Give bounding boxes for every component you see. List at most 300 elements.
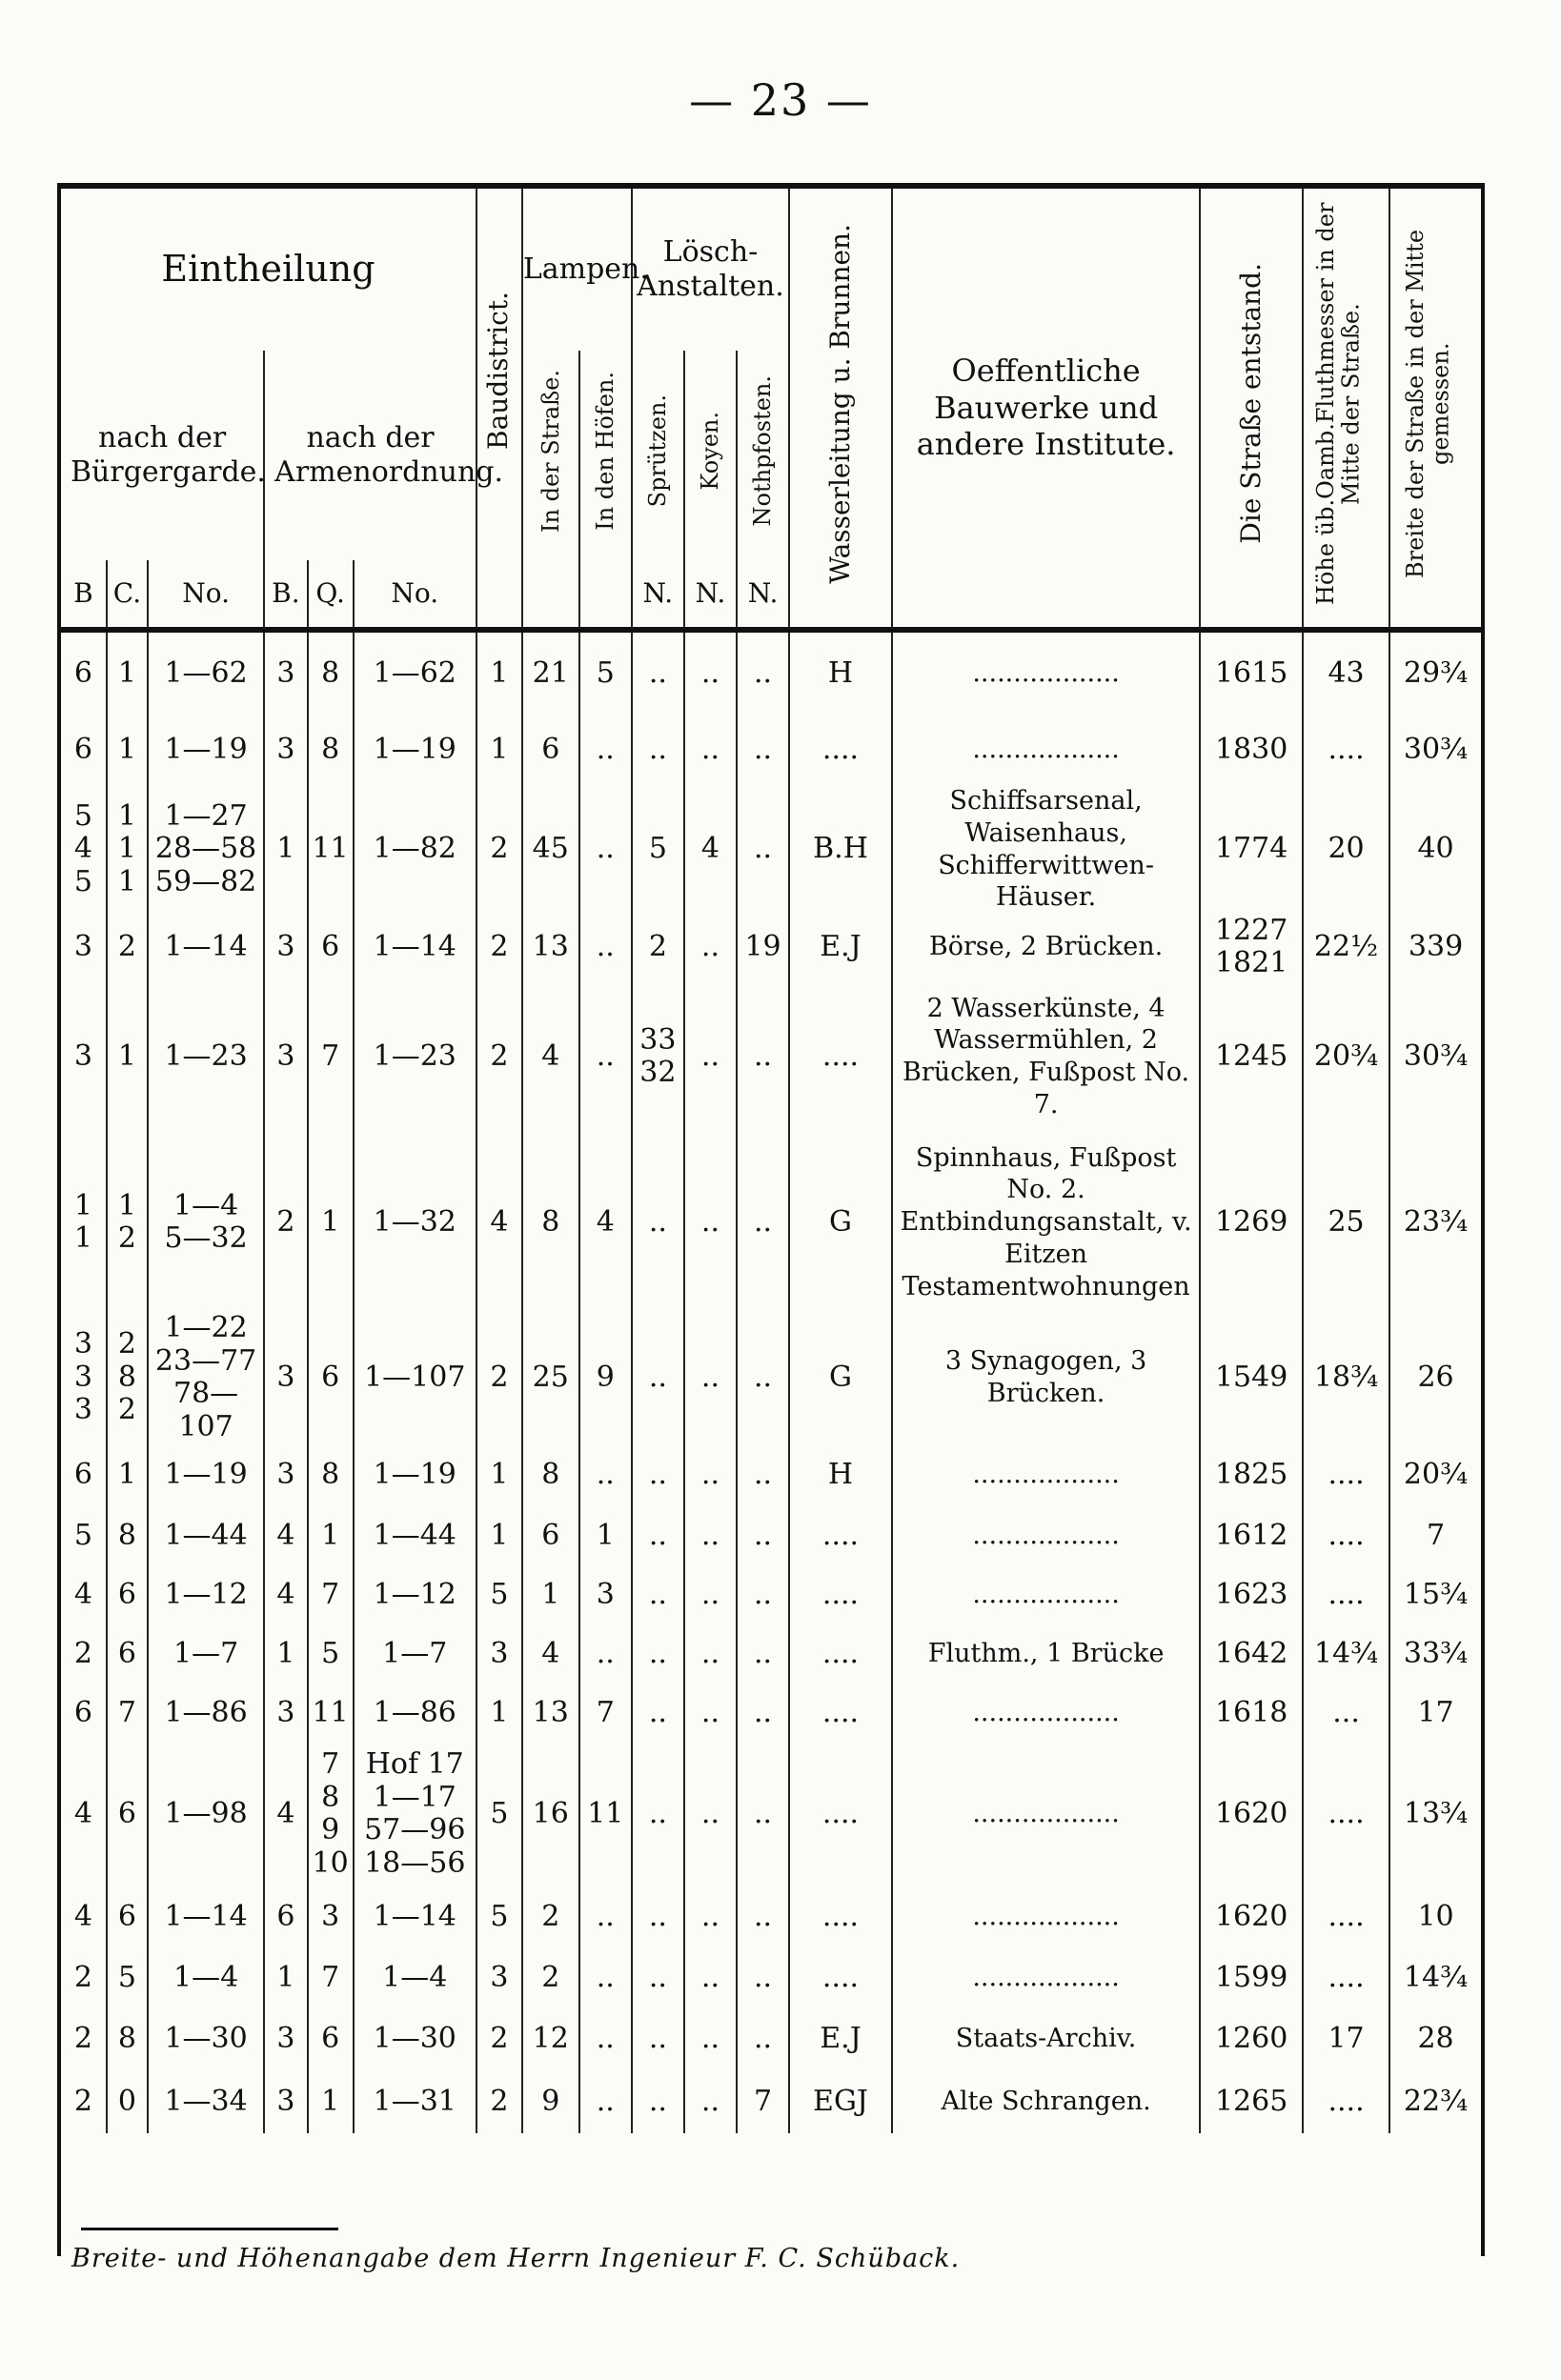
cell-lh: .. bbox=[579, 2007, 632, 2070]
cell-sp: .. bbox=[632, 1948, 684, 2007]
cell-inst: .................. bbox=[892, 715, 1200, 785]
cell-ent: 1260 bbox=[1200, 2007, 1303, 2070]
cell-no2: 1—107 bbox=[354, 1312, 476, 1443]
cell-h: 17 bbox=[1303, 2007, 1389, 2070]
cell-q: 8 bbox=[308, 715, 354, 785]
cell-b: 2 bbox=[73, 1960, 92, 1994]
cell-np: .. bbox=[737, 2007, 789, 2070]
cell-ko: .. bbox=[684, 1948, 737, 2007]
cell-lh: .. bbox=[579, 785, 632, 914]
cell-q: 6 bbox=[308, 2007, 354, 2070]
cell-c: 2 bbox=[107, 914, 148, 980]
cell-ls: 25 bbox=[522, 1312, 579, 1443]
cell-inst: .................. bbox=[892, 1743, 1200, 1886]
cell-ls: 16 bbox=[522, 1743, 579, 1886]
cell-bd: 1 bbox=[476, 1684, 522, 1743]
cell-no: 1—23 bbox=[148, 980, 264, 1133]
header-lampen: Lampen. bbox=[522, 189, 632, 351]
cell-no: 1—12 bbox=[148, 1565, 264, 1624]
cell-br: 13¾ bbox=[1389, 1743, 1481, 1886]
cell-sp: .. bbox=[632, 1743, 684, 1886]
cell-no: 1—98 bbox=[148, 1743, 264, 1886]
cell-no2: 1—62 bbox=[354, 630, 476, 715]
table-row bbox=[61, 1886, 1481, 1948]
cell-c: 6 bbox=[107, 1624, 148, 1684]
cell-c: 1 bbox=[107, 1443, 148, 1506]
cell-sp: .. bbox=[632, 1624, 684, 1684]
cell-ko: .. bbox=[684, 630, 737, 715]
cell-b2: 4 bbox=[264, 1506, 308, 1565]
table-row bbox=[61, 1624, 1481, 1684]
cell-ko: .. bbox=[684, 1624, 737, 1684]
cell-c: 2 8 2 bbox=[107, 1312, 148, 1443]
cell-b2: 6 bbox=[264, 1886, 308, 1948]
cell-no: 1—4 bbox=[148, 1948, 264, 2007]
cell-ent: 1774 bbox=[1200, 785, 1303, 914]
cell-sp: 33 32 bbox=[632, 980, 684, 1133]
cell-br: 26 bbox=[1389, 1312, 1481, 1443]
cell-bd: 2 bbox=[476, 980, 522, 1133]
cell-br: 29¾ bbox=[1389, 630, 1481, 715]
cell-wb: H bbox=[789, 1443, 892, 1506]
cell-b2: 4 bbox=[264, 1565, 308, 1624]
cell-br: 10 bbox=[1389, 1886, 1481, 1948]
cell-q: 6 bbox=[308, 914, 354, 980]
table-row bbox=[61, 2070, 1481, 2133]
cell-no2: 1—19 bbox=[354, 715, 476, 785]
cell-ko: .. bbox=[684, 2007, 737, 2070]
cell-c: 1 bbox=[107, 630, 148, 715]
table-row bbox=[61, 630, 1481, 715]
cell-no: 1—86 bbox=[148, 1684, 264, 1743]
cell-ls: 13 bbox=[522, 1684, 579, 1743]
cell-no: 1—44 bbox=[148, 1506, 264, 1565]
cell-h: .... bbox=[1303, 1948, 1389, 2007]
cell-br: 20¾ bbox=[1389, 1443, 1481, 1506]
cell-b2: 3 bbox=[264, 2007, 308, 2070]
cell-ent: 1642 bbox=[1200, 1624, 1303, 1684]
cell-q: 6 bbox=[308, 1312, 354, 1443]
header-in-der-strasse: In der Straße. bbox=[522, 351, 579, 560]
cell-bd: 2 bbox=[476, 2070, 522, 2133]
cell-h: 43 bbox=[1303, 630, 1389, 715]
cell-ent: 1245 bbox=[1200, 980, 1303, 1133]
street-ledger-table bbox=[61, 189, 1481, 2133]
cell-ent: 1612 bbox=[1200, 1506, 1303, 1565]
cell-bd: 5 bbox=[476, 1886, 522, 1948]
header-in-den-hoefen: In den Höfen. bbox=[579, 351, 632, 560]
cell-sp: .. bbox=[632, 1133, 684, 1312]
cell-np: .. bbox=[737, 1886, 789, 1948]
cell-q: 5 bbox=[308, 1624, 354, 1684]
cell-np: .. bbox=[737, 1506, 789, 1565]
cell-no2: 1—86 bbox=[354, 1684, 476, 1743]
cell-inst: Fluthm., 1 Brücke bbox=[892, 1624, 1200, 1684]
cell-lh: 11 bbox=[579, 1743, 632, 1886]
cell-no: 1—19 bbox=[148, 715, 264, 785]
col-n2: N. bbox=[684, 560, 737, 630]
cell-b2: 3 bbox=[264, 1443, 308, 1506]
cell-wb: .... bbox=[789, 1624, 892, 1684]
cell-wb: .... bbox=[789, 715, 892, 785]
cell-ent: 1618 bbox=[1200, 1684, 1303, 1743]
cell-b: 6 bbox=[73, 732, 92, 766]
cell-lh: .. bbox=[579, 1948, 632, 2007]
col-c: C. bbox=[107, 560, 148, 630]
cell-sp: .. bbox=[632, 2070, 684, 2133]
cell-ent: 1599 bbox=[1200, 1948, 1303, 2007]
cell-wb: E.J bbox=[789, 2007, 892, 2070]
cell-bd: 5 bbox=[476, 1565, 522, 1624]
table-row bbox=[61, 2007, 1481, 2070]
table-row bbox=[61, 785, 1481, 914]
col-b2: B. bbox=[264, 560, 308, 630]
cell-b: 4 bbox=[73, 1796, 92, 1830]
header-wasserleitung: Wasserleitung u. Brunnen. bbox=[789, 189, 892, 630]
cell-lh: 9 bbox=[579, 1312, 632, 1443]
cell-br: 14¾ bbox=[1389, 1948, 1481, 2007]
cell-q: 7 bbox=[308, 1565, 354, 1624]
cell-ls: 2 bbox=[522, 1948, 579, 2007]
cell-ent: 1620 bbox=[1200, 1743, 1303, 1886]
col-no2: No. bbox=[354, 560, 476, 630]
cell-wb: .... bbox=[789, 1743, 892, 1886]
cell-h: .... bbox=[1303, 1565, 1389, 1624]
cell-q: 7 8 9 10 bbox=[308, 1743, 354, 1886]
cell-ls: 12 bbox=[522, 2007, 579, 2070]
cell-ent: 1825 bbox=[1200, 1443, 1303, 1506]
cell-b2: 4 bbox=[264, 1743, 308, 1886]
col-q: Q. bbox=[308, 560, 354, 630]
cell-no: 1—4 5—32 bbox=[148, 1133, 264, 1312]
cell-sp: .. bbox=[632, 715, 684, 785]
cell-b: 5 bbox=[73, 1518, 92, 1552]
cell-no2: 1—32 bbox=[354, 1133, 476, 1312]
cell-c: 1 bbox=[107, 980, 148, 1133]
cell-no2: Hof 17 1—17 57—96 18—56 bbox=[354, 1743, 476, 1886]
cell-br: 17 bbox=[1389, 1684, 1481, 1743]
ledger-sheet bbox=[57, 183, 1485, 2256]
cell-q: 7 bbox=[308, 980, 354, 1133]
cell-np: .. bbox=[737, 1312, 789, 1443]
header-baudistrict: Baudistrict. bbox=[476, 189, 522, 560]
cell-b2: 1 bbox=[264, 1624, 308, 1684]
cell-c: 8 bbox=[107, 2007, 148, 2070]
cell-h: .... bbox=[1303, 1506, 1389, 1565]
cell-c: 8 bbox=[107, 1506, 148, 1565]
cell-c: 1 1 1 bbox=[107, 785, 148, 914]
cell-ko: .. bbox=[684, 1886, 737, 1948]
cell-ko: .. bbox=[684, 980, 737, 1133]
cell-no2: 1—14 bbox=[354, 1886, 476, 1948]
cell-inst: .................. bbox=[892, 1506, 1200, 1565]
cell-no: 1—22 23—77 78—107 bbox=[148, 1312, 264, 1443]
cell-inst: Spinnhaus, Fußpost No. 2. Entbindungsanstalt, v. Eitzen Testamentwohnungen bbox=[892, 1133, 1200, 1312]
cell-wb: .... bbox=[789, 1565, 892, 1624]
cell-ko: .. bbox=[684, 1443, 737, 1506]
cell-b: 6 bbox=[73, 656, 92, 690]
cell-ent: 1269 bbox=[1200, 1133, 1303, 1312]
cell-sp: .. bbox=[632, 1565, 684, 1624]
col-n3: N. bbox=[737, 560, 789, 630]
cell-sp: .. bbox=[632, 1443, 684, 1506]
cell-c: 7 bbox=[107, 1684, 148, 1743]
cell-lh: 7 bbox=[579, 1684, 632, 1743]
header-breite: Breite der Straße in der Mitte gemessen. bbox=[1389, 189, 1481, 630]
cell-no2: 1—30 bbox=[354, 2007, 476, 2070]
cell-inst: .................. bbox=[892, 1443, 1200, 1506]
cell-inst: Alte Schrangen. bbox=[892, 2070, 1200, 2133]
cell-wb: G bbox=[789, 1133, 892, 1312]
cell-sp: .. bbox=[632, 1506, 684, 1565]
cell-bd: 2 bbox=[476, 2007, 522, 2070]
header-loesch-anstalten: Lösch-Anstalten. bbox=[632, 189, 789, 351]
cell-no2: 1—4 bbox=[354, 1948, 476, 2007]
cell-b: 2 bbox=[73, 1636, 92, 1670]
cell-ent: 1227 1821 bbox=[1200, 914, 1303, 980]
cell-c: 5 bbox=[107, 1948, 148, 2007]
cell-lh: .. bbox=[579, 914, 632, 980]
col-lamp-blank-2 bbox=[579, 560, 632, 630]
header-buergergarde: nach der Bürgergarde. bbox=[71, 421, 266, 489]
cell-b2: 3 bbox=[264, 980, 308, 1133]
col-no: No. bbox=[148, 560, 264, 630]
cell-no: 1—7 bbox=[148, 1624, 264, 1684]
cell-ls: 8 bbox=[522, 1443, 579, 1506]
cell-c: 1 bbox=[107, 715, 148, 785]
cell-bd: 2 bbox=[476, 1312, 522, 1443]
cell-h: ... bbox=[1303, 1684, 1389, 1743]
cell-wb: E.J bbox=[789, 914, 892, 980]
cell-lh: .. bbox=[579, 1624, 632, 1684]
cell-wb: G bbox=[789, 1312, 892, 1443]
cell-h: 25 bbox=[1303, 1133, 1389, 1312]
cell-inst: .................. bbox=[892, 1948, 1200, 2007]
cell-lh: 1 bbox=[579, 1506, 632, 1565]
cell-sp: .. bbox=[632, 1684, 684, 1743]
cell-wb: .... bbox=[789, 1684, 892, 1743]
table-row bbox=[61, 1312, 1481, 1443]
cell-bd: 3 bbox=[476, 1948, 522, 2007]
cell-np: 19 bbox=[737, 914, 789, 980]
cell-c: 6 bbox=[107, 1743, 148, 1886]
cell-no2: 1—14 bbox=[354, 914, 476, 980]
cell-inst: .................. bbox=[892, 1565, 1200, 1624]
cell-ko: .. bbox=[684, 1684, 737, 1743]
cell-b: 3 bbox=[73, 929, 92, 963]
col-n1: N. bbox=[632, 560, 684, 630]
cell-ls: 13 bbox=[522, 914, 579, 980]
cell-b2: 3 bbox=[264, 914, 308, 980]
cell-no: 1—14 bbox=[148, 1886, 264, 1948]
cell-sp: .. bbox=[632, 2007, 684, 2070]
cell-no2: 1—31 bbox=[354, 2070, 476, 2133]
cell-q: 7 bbox=[308, 1948, 354, 2007]
cell-np: .. bbox=[737, 1565, 789, 1624]
header-armenordnung: nach der Armenordnung. bbox=[264, 351, 476, 560]
cell-wb: EGJ bbox=[789, 2070, 892, 2133]
cell-np: .. bbox=[737, 630, 789, 715]
cell-bd: 4 bbox=[476, 1133, 522, 1312]
cell-b: 3 bbox=[73, 1039, 92, 1073]
cell-br: 7 bbox=[1389, 1506, 1481, 1565]
cell-sp: 5 bbox=[632, 785, 684, 914]
cell-h: .... bbox=[1303, 1443, 1389, 1506]
cell-br: 28 bbox=[1389, 2007, 1481, 2070]
cell-inst: Staats-Archiv. bbox=[892, 2007, 1200, 2070]
cell-b2: 3 bbox=[264, 715, 308, 785]
cell-no2: 1—12 bbox=[354, 1565, 476, 1624]
footnote-rule bbox=[81, 2228, 338, 2230]
cell-ls: 8 bbox=[522, 1133, 579, 1312]
table-row bbox=[61, 1443, 1481, 1506]
cell-br: 33¾ bbox=[1389, 1624, 1481, 1684]
cell-q: 1 bbox=[308, 1506, 354, 1565]
cell-h: 20 bbox=[1303, 785, 1389, 914]
cell-np: .. bbox=[737, 1133, 789, 1312]
cell-bd: 1 bbox=[476, 1506, 522, 1565]
cell-ls: 6 bbox=[522, 1506, 579, 1565]
cell-no2: 1—7 bbox=[354, 1624, 476, 1684]
cell-q: 11 bbox=[308, 785, 354, 914]
cell-no: 1—27 28—58 59—82 bbox=[148, 785, 264, 914]
header-bauwerke: Oeffentliche Bauwerke und andere Institute. bbox=[892, 189, 1200, 630]
header-hoehe: Höhe üb.Oamb.Fluthmesser in der Mitte der Straße. bbox=[1303, 189, 1389, 630]
cell-h: 14¾ bbox=[1303, 1624, 1389, 1684]
cell-b2: 3 bbox=[264, 630, 308, 715]
cell-no2: 1—19 bbox=[354, 1443, 476, 1506]
table-row bbox=[61, 1133, 1481, 1312]
cell-b2: 1 bbox=[264, 1948, 308, 2007]
cell-b: 6 bbox=[73, 1695, 92, 1729]
table-row bbox=[61, 1948, 1481, 2007]
cell-no: 1—62 bbox=[148, 630, 264, 715]
cell-lh: .. bbox=[579, 980, 632, 1133]
table-row bbox=[61, 715, 1481, 785]
cell-br: 22¾ bbox=[1389, 2070, 1481, 2133]
cell-inst: 3 Synagogen, 3 Brücken. bbox=[892, 1312, 1200, 1443]
cell-np: 7 bbox=[737, 2070, 789, 2133]
cell-h: .... bbox=[1303, 715, 1389, 785]
cell-no: 1—30 bbox=[148, 2007, 264, 2070]
cell-ls: 2 bbox=[522, 1886, 579, 1948]
cell-no: 1—19 bbox=[148, 1443, 264, 1506]
cell-b2: 3 bbox=[264, 1684, 308, 1743]
cell-h: .... bbox=[1303, 1886, 1389, 1948]
cell-br: 339 bbox=[1389, 914, 1481, 980]
cell-h: .... bbox=[1303, 1743, 1389, 1886]
table-row bbox=[61, 1684, 1481, 1743]
cell-ko: .. bbox=[684, 1133, 737, 1312]
cell-c: 6 bbox=[107, 1886, 148, 1948]
cell-inst: Börse, 2 Brücken. bbox=[892, 914, 1200, 980]
cell-q: 1 bbox=[308, 2070, 354, 2133]
cell-np: .. bbox=[737, 1948, 789, 2007]
cell-no: 1—34 bbox=[148, 2070, 264, 2133]
cell-wb: .... bbox=[789, 1506, 892, 1565]
header-entstand: Die Straße entstand. bbox=[1200, 189, 1303, 630]
cell-ent: 1623 bbox=[1200, 1565, 1303, 1624]
cell-inst: .................. bbox=[892, 1886, 1200, 1948]
cell-c: 1 2 bbox=[107, 1133, 148, 1312]
cell-br: 23¾ bbox=[1389, 1133, 1481, 1312]
cell-sp: 2 bbox=[632, 914, 684, 980]
cell-bd: 1 bbox=[476, 715, 522, 785]
cell-no: 1—14 bbox=[148, 914, 264, 980]
cell-br: 15¾ bbox=[1389, 1565, 1481, 1624]
cell-no2: 1—44 bbox=[354, 1506, 476, 1565]
cell-wb: .... bbox=[789, 980, 892, 1133]
header-koyen: Koyen. bbox=[684, 351, 737, 560]
cell-sp: .. bbox=[632, 1886, 684, 1948]
table-row bbox=[61, 1565, 1481, 1624]
cell-ent: 1620 bbox=[1200, 1886, 1303, 1948]
cell-no2: 1—82 bbox=[354, 785, 476, 914]
cell-np: .. bbox=[737, 1443, 789, 1506]
page-number: — 23 — bbox=[689, 74, 872, 126]
cell-bd: 3 bbox=[476, 1624, 522, 1684]
cell-c: 0 bbox=[107, 2070, 148, 2133]
cell-bd: 1 bbox=[476, 1443, 522, 1506]
cell-b: 2 bbox=[73, 2021, 92, 2055]
cell-bd: 1 bbox=[476, 630, 522, 715]
cell-lh: .. bbox=[579, 1443, 632, 1506]
cell-b2: 3 bbox=[264, 2070, 308, 2133]
col-b: B bbox=[61, 560, 107, 630]
cell-inst: .................. bbox=[892, 630, 1200, 715]
cell-b: 6 bbox=[73, 1457, 92, 1491]
cell-np: .. bbox=[737, 785, 789, 914]
footnote: Breite- und Höhenangabe dem Herrn Ingenieur F. C. Schüback. bbox=[71, 2244, 961, 2273]
cell-ls: 4 bbox=[522, 980, 579, 1133]
cell-h: 22½ bbox=[1303, 914, 1389, 980]
cell-b: 5 4 5 bbox=[73, 798, 92, 898]
cell-ko: .. bbox=[684, 1565, 737, 1624]
table-row bbox=[61, 1743, 1481, 1886]
cell-wb: .... bbox=[789, 1886, 892, 1948]
cell-br: 40 bbox=[1389, 785, 1481, 914]
cell-sp: .. bbox=[632, 1312, 684, 1443]
cell-ko: 4 bbox=[684, 785, 737, 914]
col-lamp-blank-1 bbox=[522, 560, 579, 630]
cell-sp: .. bbox=[632, 630, 684, 715]
cell-np: .. bbox=[737, 1624, 789, 1684]
cell-ko: .. bbox=[684, 914, 737, 980]
cell-wb: .... bbox=[789, 1948, 892, 2007]
cell-np: .. bbox=[737, 980, 789, 1133]
cell-lh: 5 bbox=[579, 630, 632, 715]
cell-b: 4 bbox=[73, 1577, 92, 1611]
cell-ls: 45 bbox=[522, 785, 579, 914]
cell-ko: .. bbox=[684, 1743, 737, 1886]
col-baudistrict-blank bbox=[476, 560, 522, 630]
cell-q: 8 bbox=[308, 1443, 354, 1506]
cell-lh: .. bbox=[579, 2070, 632, 2133]
cell-q: 8 bbox=[308, 630, 354, 715]
cell-q: 1 bbox=[308, 1133, 354, 1312]
header-nothpfosten: Nothpfosten. bbox=[737, 351, 789, 560]
cell-ls: 21 bbox=[522, 630, 579, 715]
cell-b: 1 1 bbox=[73, 1188, 92, 1255]
cell-b: 2 bbox=[73, 2084, 92, 2118]
cell-c: 6 bbox=[107, 1565, 148, 1624]
cell-h: .... bbox=[1303, 2070, 1389, 2133]
cell-lh: .. bbox=[579, 1886, 632, 1948]
cell-no2: 1—23 bbox=[354, 980, 476, 1133]
cell-b2: 2 bbox=[264, 1133, 308, 1312]
cell-wb: H bbox=[789, 630, 892, 715]
cell-ent: 1615 bbox=[1200, 630, 1303, 715]
